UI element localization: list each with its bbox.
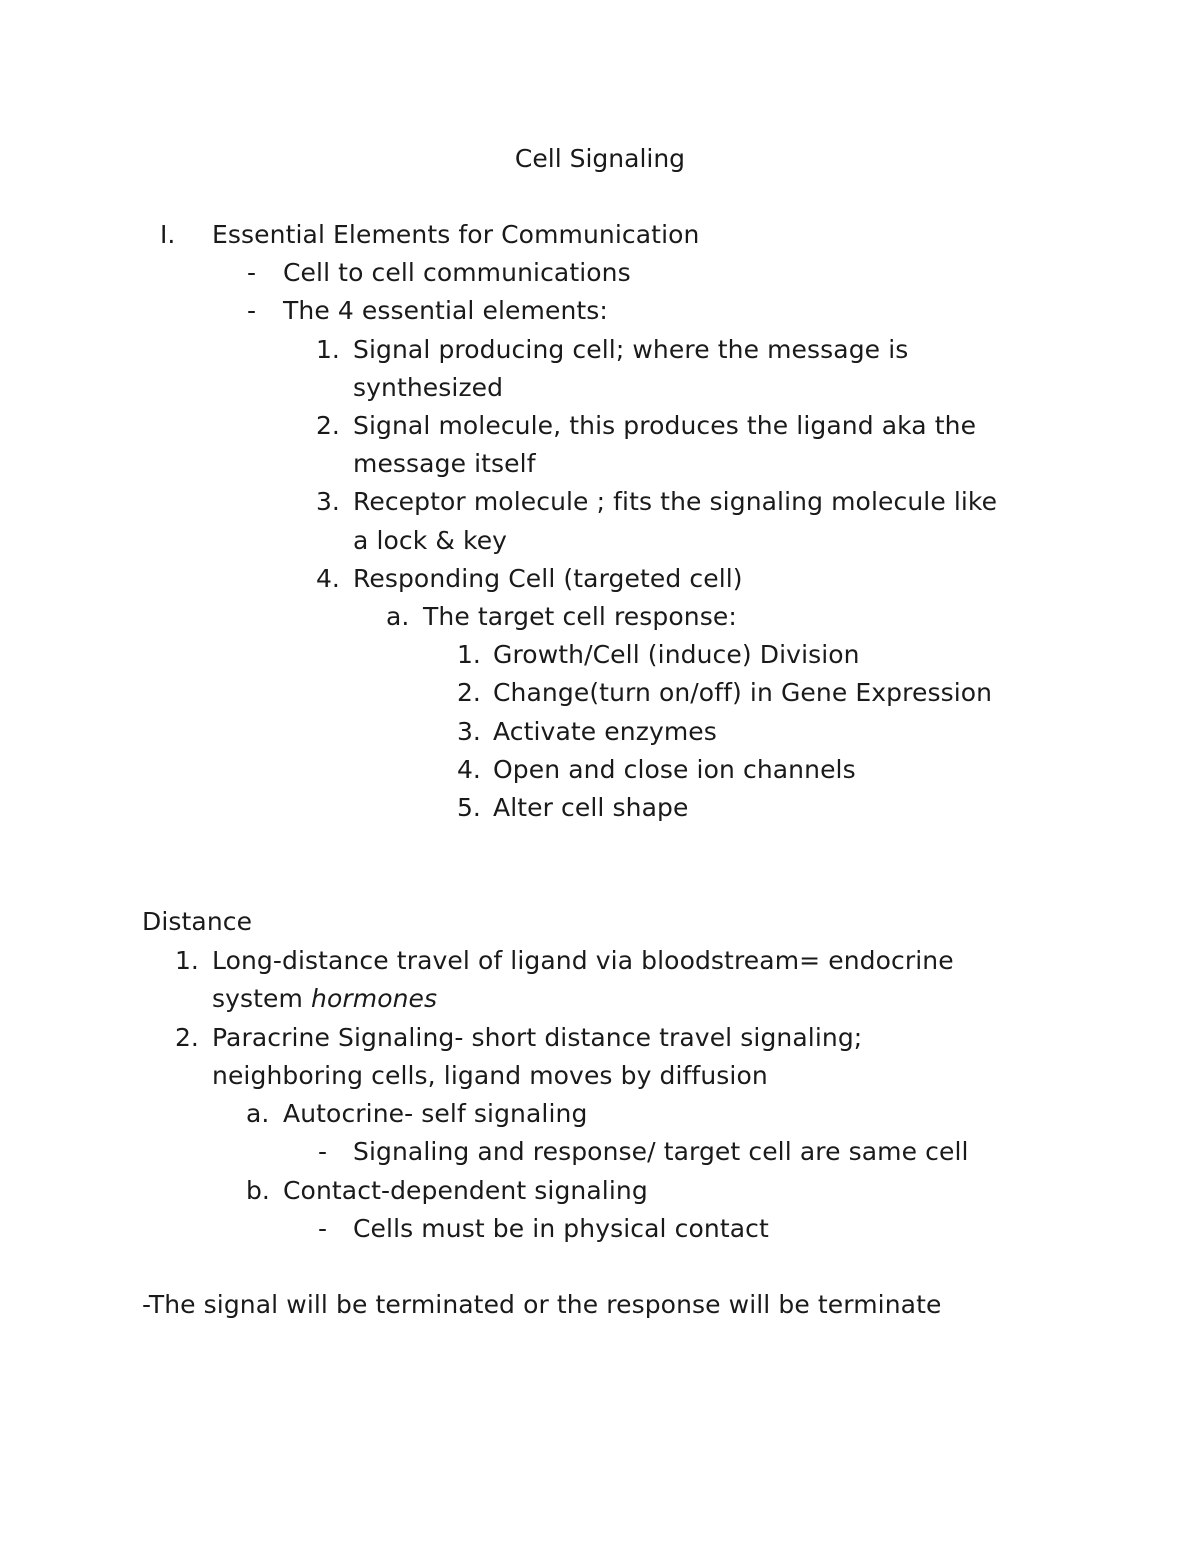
response-text: Activate enzymes <box>493 717 717 746</box>
list-item-text: synthesized <box>353 373 504 402</box>
response-text: Alter cell shape <box>493 793 689 822</box>
sublist-text: The target cell response: <box>423 602 737 631</box>
bullet-text: Cells must be in physical contact <box>353 1214 769 1243</box>
list-marker: 3. <box>316 487 340 516</box>
response-marker: 3. <box>457 717 481 746</box>
bullet-marker: - <box>247 296 257 325</box>
list-item-text: Signal producing cell; where the message is <box>353 335 909 364</box>
footer-note: -The signal will be terminated or the response will be terminate <box>142 1290 942 1319</box>
list-item-text: Signal molecule, this produces the ligand aka the <box>353 411 977 440</box>
list-marker: 1. <box>316 335 340 364</box>
bullet-text: Signaling and response/ target cell are same cell <box>353 1137 969 1166</box>
response-marker: 5. <box>457 793 481 822</box>
sublist-marker: a. <box>246 1099 270 1128</box>
list-item-text: neighboring cells, ligand moves by diffusion <box>212 1061 768 1090</box>
list-item-text: Receptor molecule ; fits the signaling molecule like <box>353 487 998 516</box>
list-item-text: message itself <box>353 449 536 478</box>
response-text: Change(turn on/off) in Gene Expression <box>493 678 993 707</box>
list-marker: 2. <box>316 411 340 440</box>
section-marker: I. <box>160 220 176 249</box>
sublist-text: Contact-dependent signaling <box>283 1176 648 1205</box>
page-title: Cell Signaling <box>514 144 686 173</box>
list-item-text: system hormones <box>212 984 438 1013</box>
bullet-text: The 4 essential elements: <box>283 296 608 325</box>
bullet-marker: - <box>318 1214 328 1243</box>
list-item-text: a lock & key <box>353 526 508 555</box>
response-marker: 1. <box>457 640 481 669</box>
list-marker: 2. <box>175 1023 199 1052</box>
bullet-marker: - <box>247 258 257 287</box>
response-text: Open and close ion channels <box>493 755 856 784</box>
response-text: Growth/Cell (induce) Division <box>493 640 860 669</box>
section-heading: Essential Elements for Communication <box>212 220 700 249</box>
distance-heading: Distance <box>142 907 253 936</box>
list-marker: 4. <box>316 564 340 593</box>
response-marker: 2. <box>457 678 481 707</box>
sublist-marker: b. <box>246 1176 270 1205</box>
sublist-text: Autocrine- self signaling <box>283 1099 588 1128</box>
list-marker: 1. <box>175 946 199 975</box>
bullet-text: Cell to cell communications <box>283 258 631 287</box>
list-item-text: Paracrine Signaling- short distance travel signaling; <box>212 1023 863 1052</box>
response-marker: 4. <box>457 755 481 784</box>
sublist-marker: a. <box>386 602 410 631</box>
italic-term: hormones <box>311 984 438 1013</box>
bullet-marker: - <box>318 1137 328 1166</box>
list-item-text: Responding Cell (targeted cell) <box>353 564 743 593</box>
list-item-text: Long-distance travel of ligand via bloodstream= endocrine <box>212 946 954 975</box>
